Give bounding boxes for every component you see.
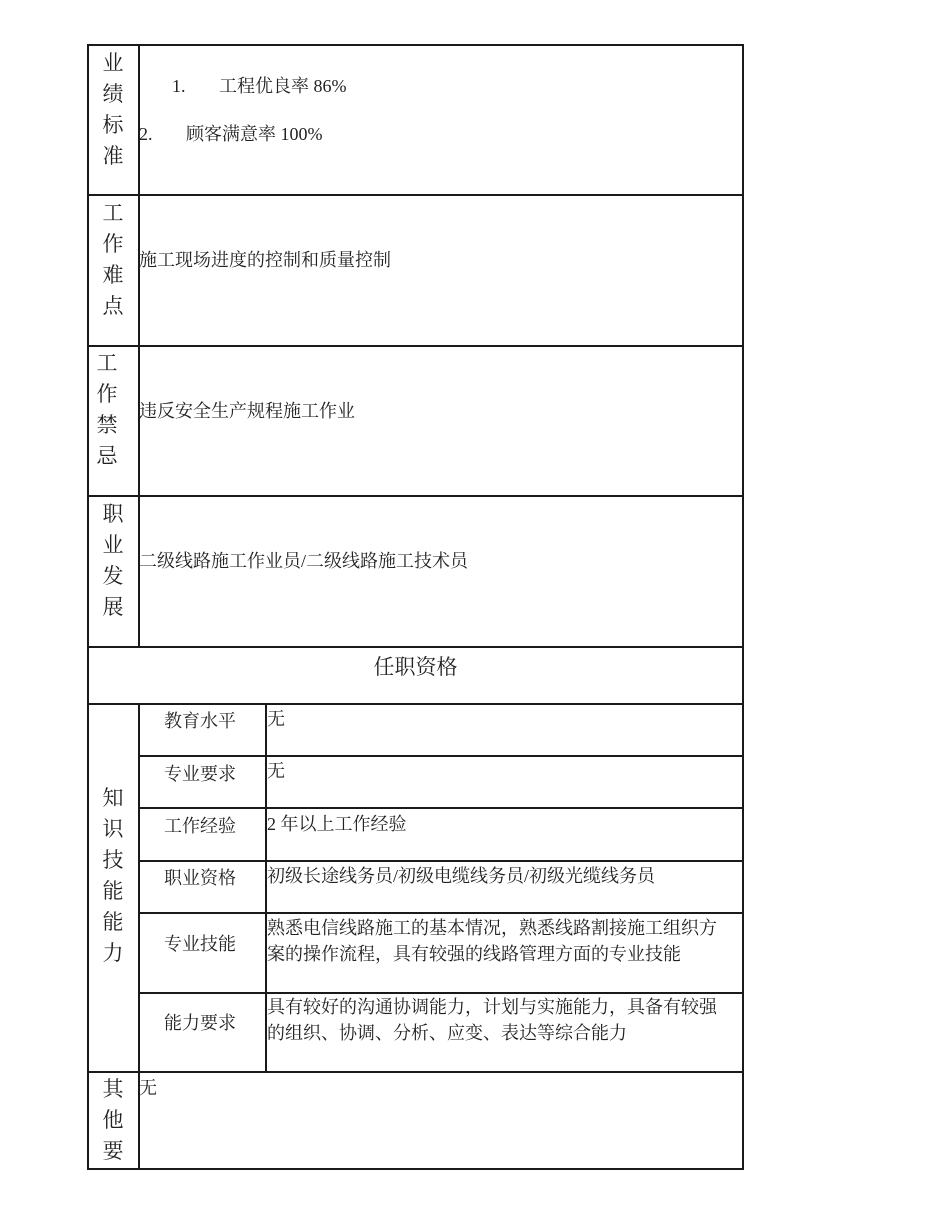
- row-divider: [87, 194, 744, 196]
- label-char: 工: [96, 351, 118, 375]
- text-line: 具有较好的沟通协调能力，计划与实施能力，具备有较强: [267, 997, 717, 1017]
- performance-item-1-text: 工程优良率 86%: [219, 76, 347, 96]
- label-char: 力: [102, 941, 124, 965]
- other-label: [88, 1074, 138, 1167]
- label-char: 业: [102, 533, 124, 557]
- performance-label: [88, 48, 138, 172]
- label-char: 忌: [96, 444, 118, 468]
- row-divider: [138, 807, 744, 809]
- label-char: 其: [102, 1077, 124, 1101]
- education-label: 教育水平: [164, 711, 236, 731]
- label-char: 绩: [102, 82, 124, 106]
- text-line: 案的操作流程，具有较强的线路管理方面的专业技能: [267, 944, 681, 964]
- experience-value: 2 年以上工作经验: [267, 814, 407, 834]
- certification-label: 职业资格: [164, 868, 236, 888]
- professional-skill-value: [267, 915, 717, 967]
- table-top-border: [87, 44, 744, 46]
- performance-item-1: [172, 72, 186, 100]
- label-char: 展: [102, 595, 124, 619]
- label-char: 工: [102, 201, 124, 225]
- label-char: 能: [102, 910, 124, 934]
- career-text: 二级线路施工作业员/二级线路施工技术员: [139, 551, 468, 571]
- major-label: 专业要求: [164, 764, 236, 784]
- list-number: 2.: [139, 124, 153, 144]
- certification-value: 初级长途线务员/初级电缆线务员/初级光缆线务员: [267, 866, 655, 886]
- performance-item-2-text: 顾客满意率 100%: [186, 124, 323, 144]
- text-line: 熟悉电信线路施工的基本情况，熟悉线路割接施工组织方: [267, 918, 717, 938]
- taboo-label: [82, 348, 132, 472]
- difficulty-label: [88, 198, 138, 322]
- label-char: 作: [102, 232, 124, 256]
- table-right-border: [742, 44, 744, 1170]
- row-divider: [87, 646, 744, 648]
- row-divider: [138, 755, 744, 757]
- performance-item-2: [139, 120, 153, 148]
- experience-label: 工作经验: [164, 816, 236, 836]
- label-char: 知: [102, 786, 124, 810]
- difficulty-text: 施工现场进度的控制和质量控制: [139, 250, 391, 270]
- label-char: 难: [102, 263, 124, 287]
- other-text: 无: [139, 1078, 157, 1098]
- taboo-text: 违反安全生产规程施工作业: [139, 401, 355, 421]
- label-char: 职: [102, 502, 124, 526]
- career-label: [88, 499, 138, 623]
- skills-group-label: [88, 783, 138, 969]
- major-value: 无: [267, 761, 285, 781]
- label-char: 禁: [96, 413, 118, 437]
- ability-value: [267, 994, 717, 1046]
- label-char: 点: [102, 294, 124, 318]
- label-char: 他: [102, 1108, 124, 1132]
- label-char: 标: [102, 113, 124, 137]
- label-char: 能: [102, 879, 124, 903]
- qualifications-title: 任职资格: [373, 655, 458, 679]
- ability-label: 能力要求: [164, 1013, 236, 1033]
- label-char: 要: [102, 1139, 124, 1163]
- label-char: 发: [102, 564, 124, 588]
- label-char: 准: [102, 144, 124, 168]
- education-value: 无: [267, 709, 285, 729]
- label-char: 业: [102, 51, 124, 75]
- table-bottom-border: [87, 1168, 744, 1170]
- professional-skill-label: 专业技能: [164, 934, 236, 954]
- text-line: 的组织、协调、分析、应变、表达等综合能力: [267, 1023, 627, 1043]
- label-char: 作: [96, 382, 118, 406]
- list-number: 1.: [172, 76, 186, 96]
- row-divider: [87, 1071, 744, 1073]
- label-char: 识: [102, 817, 124, 841]
- label-char: 技: [102, 848, 124, 872]
- row-divider: [87, 495, 744, 497]
- row-divider: [87, 345, 744, 347]
- row-divider: [138, 912, 744, 914]
- row-divider: [87, 703, 744, 705]
